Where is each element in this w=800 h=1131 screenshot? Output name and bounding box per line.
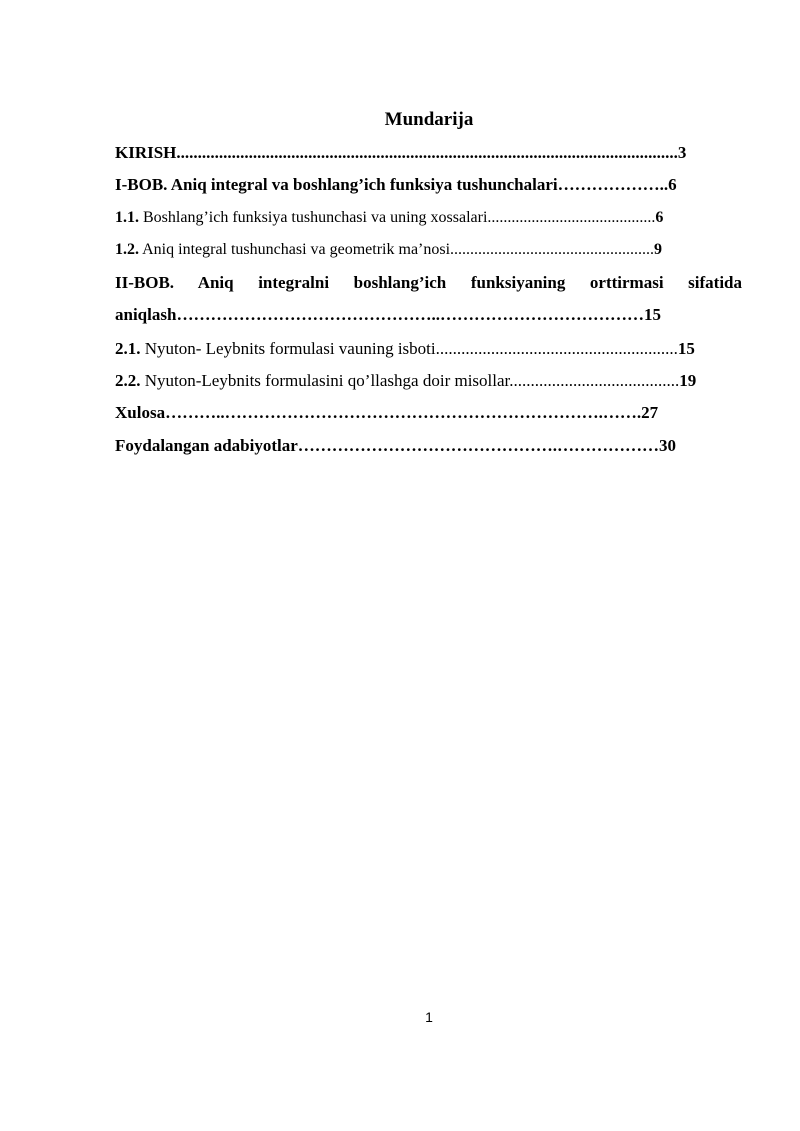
toc-entry-label: 1.2. bbox=[115, 241, 139, 258]
toc-entry-page: 6 bbox=[668, 175, 677, 194]
toc-entry-dots: ................................................... bbox=[450, 241, 655, 258]
toc-entry-section-2-1 bbox=[115, 336, 695, 362]
toc-entry-page: 27 bbox=[641, 403, 659, 422]
toc-entry-section-2-2 bbox=[115, 368, 696, 394]
toc-entry-chapter-2-line-2 bbox=[115, 302, 661, 328]
toc-entry-dots: ………..………………………………………………………….……. bbox=[165, 403, 642, 422]
toc-entry-xulosa bbox=[115, 400, 658, 426]
toc-entry-page: 9 bbox=[654, 241, 663, 258]
toc-entry-label: aniqlash bbox=[115, 305, 177, 324]
toc-entry-chapter-1 bbox=[115, 172, 677, 198]
toc-entry-page: 6 bbox=[655, 209, 664, 226]
toc-entry-label: 2.2. bbox=[115, 371, 141, 390]
page-title: Mundarija bbox=[384, 109, 474, 130]
toc-entry-page: 3 bbox=[677, 143, 687, 162]
toc-entry-label: KIRISH bbox=[115, 143, 177, 162]
toc-entry-dots: ...................................................................................................................... bbox=[176, 143, 678, 162]
toc-entry-label: Foydalangan adabiyotlar bbox=[115, 436, 298, 455]
toc-entry-text: Nyuton-Leybnits formulasini qo’llashga doir misollar bbox=[140, 371, 510, 390]
toc-entry-dots: ………………………………………..……………………………… bbox=[176, 305, 644, 324]
toc-entry-text: Nyuton- Leybnits formulasi vauning isboti bbox=[140, 339, 436, 358]
toc-entry-text: Aniq integral tushunchasi va geometrik ma’nosi bbox=[139, 241, 451, 258]
toc-entry-label: 2.1. bbox=[115, 339, 141, 358]
toc-entry-dots: .......................................... bbox=[487, 209, 656, 226]
toc-entry-page: 19 bbox=[679, 371, 697, 390]
toc-entry-dots: ……………….. bbox=[557, 175, 669, 194]
toc-entry-dots: ......................................................... bbox=[435, 339, 678, 358]
toc-entry-dots: ........................................ bbox=[509, 371, 680, 390]
toc-entry-page: 15 bbox=[677, 339, 695, 358]
toc-entry-kirish bbox=[115, 140, 686, 166]
toc-entry-section-1-2 bbox=[115, 237, 662, 263]
toc-entry-text: Boshlang’ich funksiya tushunchasi va uning xossalari bbox=[139, 209, 488, 226]
toc-entry-dots: ……………………………………….……………… bbox=[297, 436, 660, 455]
toc-entry-chapter-2-line-1: II-BOB. Aniq integralni boshlang’ich funksiyaning orttirmasi sifatida bbox=[115, 273, 742, 292]
toc-entry-page: 15 bbox=[643, 305, 661, 324]
toc-entry-label: 1.1. bbox=[115, 209, 139, 226]
toc-entry-label: Xulosa bbox=[115, 403, 166, 422]
toc-entry-label: I-BOB. Aniq integral va boshlang’ich funksiya tushunchalari bbox=[115, 175, 558, 194]
toc-entry-section-1-1 bbox=[115, 205, 663, 231]
page-number: 1 bbox=[425, 1009, 433, 1025]
toc-entry-page: 30 bbox=[659, 436, 677, 455]
toc-entry-references bbox=[115, 433, 676, 459]
